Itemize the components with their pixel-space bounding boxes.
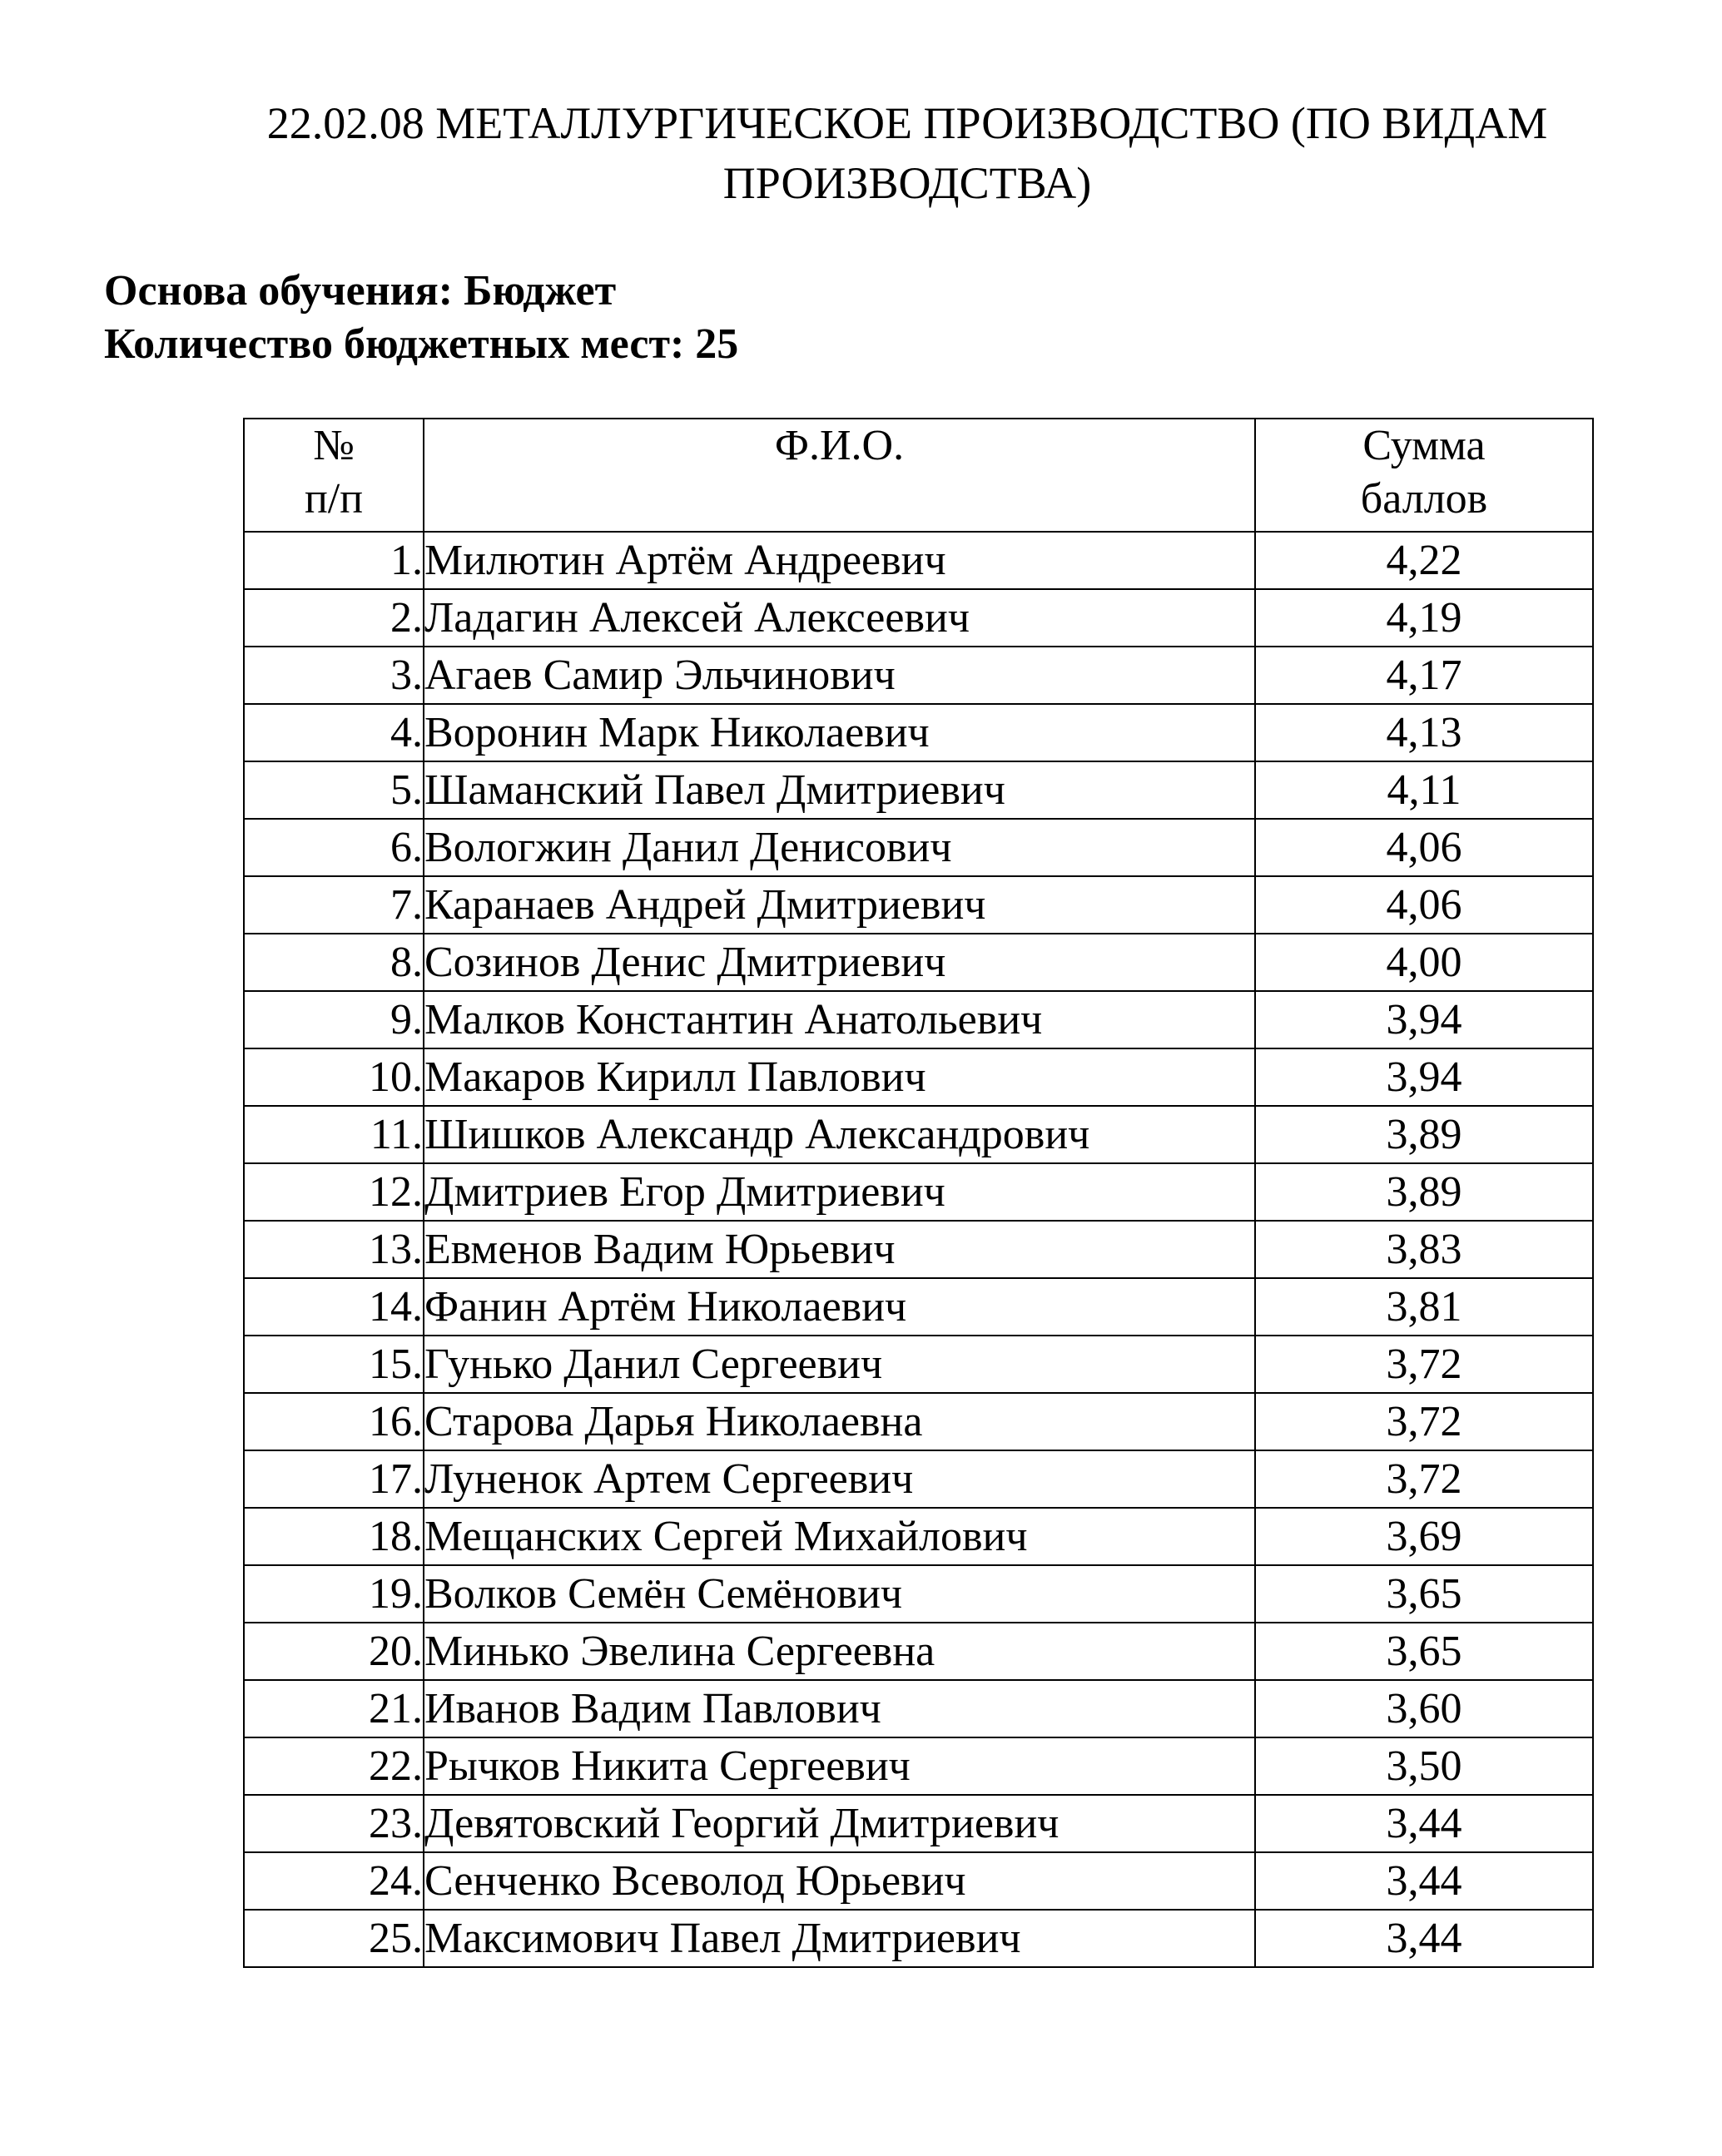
row-number: 5. xyxy=(244,761,424,819)
row-number: 4. xyxy=(244,704,424,761)
applicant-name: Евменов Вадим Юрьевич xyxy=(424,1221,1255,1278)
row-number: 2. xyxy=(244,589,424,647)
score-value: 3,72 xyxy=(1255,1450,1593,1508)
table-row xyxy=(244,704,1593,761)
score-value: 3,65 xyxy=(1255,1565,1593,1623)
row-number: 25. xyxy=(244,1910,424,1967)
budget-places: Количество бюджетных мест: 25 xyxy=(104,320,739,368)
row-number: 1. xyxy=(244,532,424,589)
score-value: 3,50 xyxy=(1255,1737,1593,1795)
score-value: 4,17 xyxy=(1255,647,1593,704)
score-value: 4,11 xyxy=(1255,761,1593,819)
table-row xyxy=(244,819,1593,876)
table-row xyxy=(244,1852,1593,1910)
applicant-name: Макаров Кирилл Павлович xyxy=(424,1048,1255,1106)
table-row xyxy=(244,1106,1593,1163)
score-value: 3,81 xyxy=(1255,1278,1593,1336)
row-number: 14. xyxy=(244,1278,424,1336)
score-value: 3,89 xyxy=(1255,1163,1593,1221)
table-row xyxy=(244,991,1593,1048)
row-number: 23. xyxy=(244,1795,424,1852)
applicant-name: Старова Дарья Николаевна xyxy=(424,1393,1255,1450)
row-number: 15. xyxy=(244,1336,424,1393)
applicant-name: Девятовский Георгий Дмитриевич xyxy=(424,1795,1255,1852)
header-number-line1: № xyxy=(313,422,355,469)
applicant-name: Вологжин Данил Денисович xyxy=(424,819,1255,876)
table-row xyxy=(244,761,1593,819)
applicant-name: Сенченко Всеволод Юрьевич xyxy=(424,1852,1255,1910)
study-basis: Основа обучения: Бюджет xyxy=(104,267,617,315)
row-number: 12. xyxy=(244,1163,424,1221)
score-value: 3,44 xyxy=(1255,1910,1593,1967)
table-row xyxy=(244,1508,1593,1565)
table-row xyxy=(244,1737,1593,1795)
admission-info xyxy=(104,265,738,371)
table-row xyxy=(244,1163,1593,1221)
row-number: 8. xyxy=(244,934,424,991)
header-number-line2: п/п xyxy=(304,475,364,523)
header-score-line1: Сумма xyxy=(1362,422,1486,469)
applicant-name: Ладагин Алексей Алексеевич xyxy=(424,589,1255,647)
applicant-name: Шаманский Павел Дмитриевич xyxy=(424,761,1255,819)
score-value: 3,89 xyxy=(1255,1106,1593,1163)
row-number: 20. xyxy=(244,1623,424,1680)
table-row xyxy=(244,1336,1593,1393)
table-row xyxy=(244,934,1593,991)
applicant-name: Дмитриев Егор Дмитриевич xyxy=(424,1163,1255,1221)
table-header xyxy=(244,419,1593,532)
row-number: 13. xyxy=(244,1221,424,1278)
row-number: 16. xyxy=(244,1393,424,1450)
applicants-table xyxy=(243,418,1594,1968)
table-row xyxy=(244,532,1593,589)
row-number: 21. xyxy=(244,1680,424,1737)
row-number: 6. xyxy=(244,819,424,876)
applicant-name: Малков Константин Анатольевич xyxy=(424,991,1255,1048)
table-row xyxy=(244,876,1593,934)
row-number: 7. xyxy=(244,876,424,934)
row-number: 11. xyxy=(244,1106,424,1163)
table-row xyxy=(244,1450,1593,1508)
score-value: 3,44 xyxy=(1255,1852,1593,1910)
score-value: 4,06 xyxy=(1255,876,1593,934)
table-row xyxy=(244,589,1593,647)
row-number: 18. xyxy=(244,1508,424,1565)
table-body xyxy=(244,532,1593,1967)
row-number: 17. xyxy=(244,1450,424,1508)
score-value: 3,65 xyxy=(1255,1623,1593,1680)
score-value: 4,22 xyxy=(1255,532,1593,589)
score-value: 3,72 xyxy=(1255,1336,1593,1393)
score-value: 3,83 xyxy=(1255,1221,1593,1278)
header-score-line2: баллов xyxy=(1360,475,1488,523)
row-number: 24. xyxy=(244,1852,424,1910)
score-value: 3,94 xyxy=(1255,991,1593,1048)
applicant-name: Рычков Никита Сергеевич xyxy=(424,1737,1255,1795)
row-number: 10. xyxy=(244,1048,424,1106)
table-row xyxy=(244,1393,1593,1450)
table-row xyxy=(244,647,1593,704)
score-value: 3,94 xyxy=(1255,1048,1593,1106)
score-value: 3,60 xyxy=(1255,1680,1593,1737)
applicant-name: Мещанских Сергей Михайлович xyxy=(424,1508,1255,1565)
score-value: 4,00 xyxy=(1255,934,1593,991)
header-score xyxy=(1255,419,1593,532)
applicant-name: Воронин Марк Николаевич xyxy=(424,704,1255,761)
score-value: 4,19 xyxy=(1255,589,1593,647)
page-title: 22.02.08 МЕТАЛЛУРГИЧЕСКОЕ ПРОИЗВОДСТВО (ПО ВИДАМ ПРОИЗВОДСТВА) xyxy=(266,98,1548,208)
score-value: 3,72 xyxy=(1255,1393,1593,1450)
applicant-name: Максимович Павел Дмитриевич xyxy=(424,1910,1255,1967)
row-number: 22. xyxy=(244,1737,424,1795)
table-row xyxy=(244,1278,1593,1336)
applicant-name: Иванов Вадим Павлович xyxy=(424,1680,1255,1737)
applicant-name: Шишков Александр Александрович xyxy=(424,1106,1255,1163)
table-row xyxy=(244,1795,1593,1852)
score-value: 4,13 xyxy=(1255,704,1593,761)
applicant-name: Фанин Артём Николаевич xyxy=(424,1278,1255,1336)
table-row xyxy=(244,1221,1593,1278)
header-fullname: Ф.И.О. xyxy=(424,419,1255,532)
score-value: 3,69 xyxy=(1255,1508,1593,1565)
applicant-name: Минько Эвелина Сергеевна xyxy=(424,1623,1255,1680)
row-number: 3. xyxy=(244,647,424,704)
table-row xyxy=(244,1048,1593,1106)
table-row xyxy=(244,1565,1593,1623)
table-row xyxy=(244,1910,1593,1967)
applicant-name: Созинов Денис Дмитриевич xyxy=(424,934,1255,991)
applicant-name: Агаев Самир Эльчинович xyxy=(424,647,1255,704)
score-value: 4,06 xyxy=(1255,819,1593,876)
header-number xyxy=(244,419,424,532)
row-number: 9. xyxy=(244,991,424,1048)
table-row xyxy=(244,1680,1593,1737)
applicant-name: Волков Семён Семёнович xyxy=(424,1565,1255,1623)
score-value: 3,44 xyxy=(1255,1795,1593,1852)
applicant-name: Милютин Артём Андреевич xyxy=(424,532,1255,589)
applicant-name: Луненок Артем Сергеевич xyxy=(424,1450,1255,1508)
applicant-name: Гунько Данил Сергеевич xyxy=(424,1336,1255,1393)
applicant-name: Каранаев Андрей Дмитриевич xyxy=(424,876,1255,934)
table-row xyxy=(244,1623,1593,1680)
row-number: 19. xyxy=(244,1565,424,1623)
header-row xyxy=(244,419,1593,532)
